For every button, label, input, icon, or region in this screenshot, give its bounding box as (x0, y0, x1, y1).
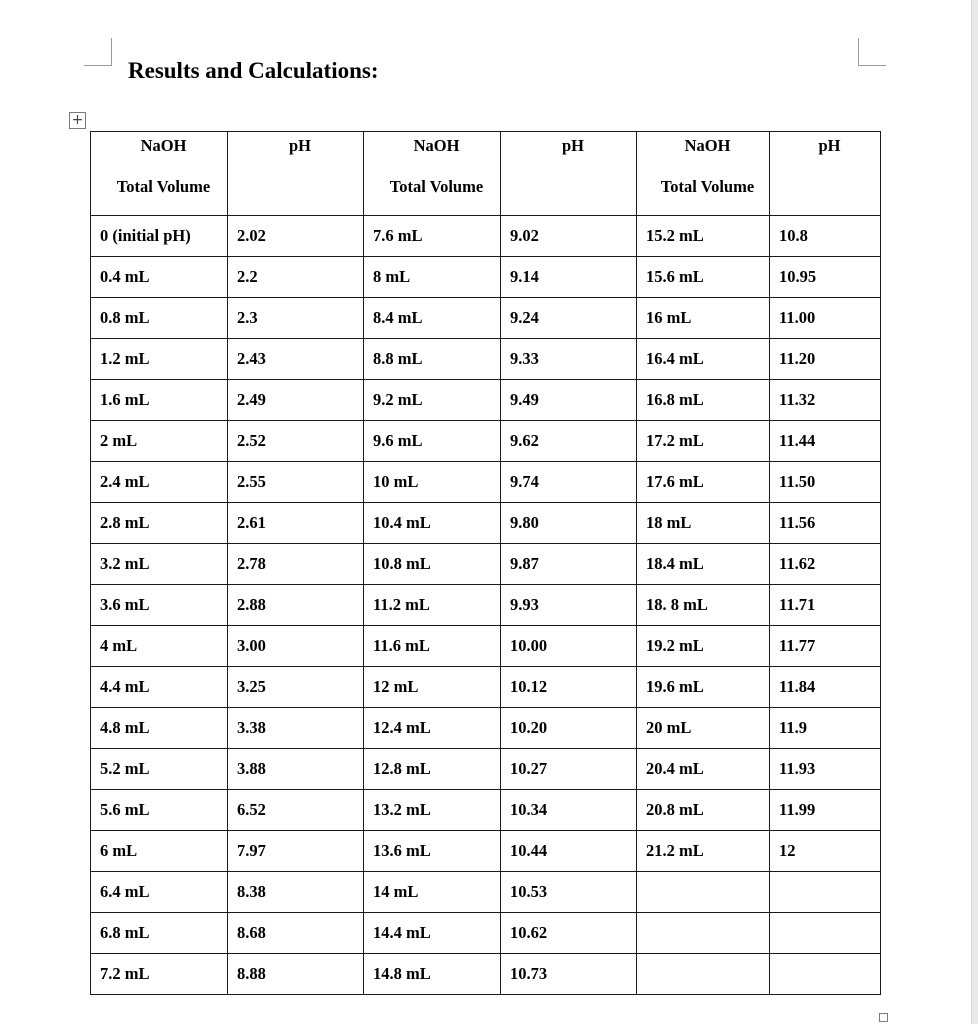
header-sublabel: Total Volume (116, 177, 211, 196)
cell-ph[interactable]: 2.52 (228, 421, 364, 462)
cell-ph[interactable]: 2.2 (228, 257, 364, 298)
table-row (91, 339, 881, 380)
cell-naoh-volume[interactable]: 9.2 mL (364, 380, 501, 421)
table-row (91, 421, 881, 462)
cell-ph[interactable]: 12 (770, 831, 881, 872)
cell-ph[interactable]: 6.52 (228, 790, 364, 831)
header-row (91, 132, 881, 216)
cell-ph[interactable]: 9.80 (501, 503, 637, 544)
cell-naoh-volume[interactable]: 20 mL (637, 708, 770, 749)
table-row (91, 954, 881, 995)
cell-ph[interactable]: 11.20 (770, 339, 881, 380)
cell-naoh-volume[interactable]: 10 mL (364, 462, 501, 503)
cell-ph[interactable]: 11.50 (770, 462, 881, 503)
table-row (91, 708, 881, 749)
crop-mark-top-right (858, 38, 886, 66)
cell-naoh-volume[interactable]: 19.6 mL (637, 667, 770, 708)
cell-ph[interactable]: 8.68 (228, 913, 364, 954)
page-title: Results and Calculations: (128, 58, 379, 83)
cell-naoh-volume[interactable]: 4 mL (91, 626, 228, 667)
cell-ph[interactable]: 10.27 (501, 749, 637, 790)
header-cell-naoh-volume[interactable] (91, 132, 228, 216)
table-row (91, 503, 881, 544)
cell-ph[interactable]: 11.00 (770, 298, 881, 339)
cell-ph[interactable]: 2.43 (228, 339, 364, 380)
table-move-handle-icon[interactable]: + (69, 112, 86, 129)
cell-naoh-volume[interactable] (637, 913, 770, 954)
header-label: NaOH (140, 136, 187, 155)
crop-mark-top-left (84, 38, 112, 66)
cell-naoh-volume[interactable]: 14.8 mL (364, 954, 501, 995)
header-cell-naoh-volume[interactable] (637, 132, 770, 216)
cell-naoh-volume[interactable]: 15.6 mL (637, 257, 770, 298)
cell-naoh-volume[interactable]: 2.8 mL (91, 503, 228, 544)
table-body (91, 216, 881, 995)
header-label: NaOH (413, 136, 460, 155)
cell-naoh-volume[interactable]: 1.6 mL (91, 380, 228, 421)
cell-naoh-volume[interactable]: 15.2 mL (637, 216, 770, 257)
cell-ph[interactable]: 2.55 (228, 462, 364, 503)
cell-naoh-volume[interactable]: 0.8 mL (91, 298, 228, 339)
table-row (91, 667, 881, 708)
cell-naoh-volume[interactable]: 10.4 mL (364, 503, 501, 544)
cell-naoh-volume[interactable]: 12 mL (364, 667, 501, 708)
cell-naoh-volume[interactable]: 18. 8 mL (637, 585, 770, 626)
table-row (91, 585, 881, 626)
cell-naoh-volume[interactable]: 0.4 mL (91, 257, 228, 298)
cell-ph[interactable]: 11.77 (770, 626, 881, 667)
cell-naoh-volume[interactable]: 20.8 mL (637, 790, 770, 831)
cell-ph[interactable]: 11.93 (770, 749, 881, 790)
cell-naoh-volume[interactable]: 10.8 mL (364, 544, 501, 585)
cell-naoh-volume[interactable]: 7.2 mL (91, 954, 228, 995)
table-row (91, 831, 881, 872)
cell-ph[interactable]: 3.00 (228, 626, 364, 667)
cell-ph[interactable]: 10.44 (501, 831, 637, 872)
cell-naoh-volume[interactable]: 16.4 mL (637, 339, 770, 380)
cell-naoh-volume[interactable]: 6.8 mL (91, 913, 228, 954)
cell-naoh-volume[interactable]: 21.2 mL (637, 831, 770, 872)
cell-ph[interactable]: 2.49 (228, 380, 364, 421)
cell-ph[interactable]: 11.44 (770, 421, 881, 462)
cell-naoh-volume[interactable]: 0 (initial pH) (91, 216, 228, 257)
cell-ph[interactable]: 3.25 (228, 667, 364, 708)
header-sublabel: Total Volume (660, 177, 755, 196)
cell-naoh-volume[interactable]: 16.8 mL (637, 380, 770, 421)
table-row (91, 216, 881, 257)
cell-ph[interactable]: 11.99 (770, 790, 881, 831)
table-row (91, 462, 881, 503)
cell-naoh-volume[interactable]: 14 mL (364, 872, 501, 913)
cell-ph[interactable]: 10.20 (501, 708, 637, 749)
cell-naoh-volume[interactable]: 20.4 mL (637, 749, 770, 790)
cell-naoh-volume[interactable]: 19.2 mL (637, 626, 770, 667)
cell-ph[interactable]: 9.33 (501, 339, 637, 380)
cell-ph[interactable]: 10.8 (770, 216, 881, 257)
cell-naoh-volume[interactable]: 8 mL (364, 257, 501, 298)
cell-ph[interactable]: 9.02 (501, 216, 637, 257)
cell-naoh-volume[interactable]: 4.8 mL (91, 708, 228, 749)
cell-ph[interactable]: 9.87 (501, 544, 637, 585)
header-cell-ph[interactable] (228, 132, 364, 216)
cell-naoh-volume[interactable]: 16 mL (637, 298, 770, 339)
cell-naoh-volume[interactable]: 5.6 mL (91, 790, 228, 831)
cell-naoh-volume[interactable]: 14.4 mL (364, 913, 501, 954)
cell-naoh-volume[interactable]: 1.2 mL (91, 339, 228, 380)
cell-naoh-volume[interactable]: 11.2 mL (364, 585, 501, 626)
cell-ph[interactable]: 9.14 (501, 257, 637, 298)
cell-naoh-volume[interactable]: 11.6 mL (364, 626, 501, 667)
header-sublabel: Total Volume (389, 177, 484, 196)
cell-naoh-volume[interactable]: 13.2 mL (364, 790, 501, 831)
cell-naoh-volume[interactable]: 2.4 mL (91, 462, 228, 503)
cell-ph[interactable]: 10.00 (501, 626, 637, 667)
cell-ph[interactable]: 7.97 (228, 831, 364, 872)
header-cell-ph[interactable] (501, 132, 637, 216)
cell-naoh-volume[interactable]: 13.6 mL (364, 831, 501, 872)
cell-naoh-volume[interactable]: 3.6 mL (91, 585, 228, 626)
cell-ph[interactable]: 2.78 (228, 544, 364, 585)
header-label: NaOH (684, 136, 731, 155)
cell-ph[interactable]: 2.61 (228, 503, 364, 544)
cell-naoh-volume[interactable]: 4.4 mL (91, 667, 228, 708)
table-resize-handle-icon[interactable] (879, 1013, 888, 1022)
cell-ph[interactable]: 10.62 (501, 913, 637, 954)
cell-naoh-volume[interactable]: 7.6 mL (364, 216, 501, 257)
cell-naoh-volume[interactable]: 2 mL (91, 421, 228, 462)
cell-naoh-volume[interactable]: 6.4 mL (91, 872, 228, 913)
table-row (91, 749, 881, 790)
cell-ph[interactable]: 8.38 (228, 872, 364, 913)
cell-ph[interactable] (770, 872, 881, 913)
cell-naoh-volume[interactable]: 8.4 mL (364, 298, 501, 339)
cell-ph[interactable]: 2.88 (228, 585, 364, 626)
table-row (91, 913, 881, 954)
cell-ph[interactable]: 2.02 (228, 216, 364, 257)
cell-naoh-volume[interactable]: 3.2 mL (91, 544, 228, 585)
cell-naoh-volume[interactable] (637, 954, 770, 995)
table-row (91, 257, 881, 298)
cell-ph[interactable]: 11.32 (770, 380, 881, 421)
cell-ph[interactable]: 3.38 (228, 708, 364, 749)
cell-ph[interactable]: 9.74 (501, 462, 637, 503)
cell-ph[interactable]: 3.88 (228, 749, 364, 790)
cell-ph[interactable]: 11.62 (770, 544, 881, 585)
cell-ph[interactable]: 10.73 (501, 954, 637, 995)
table-row (91, 790, 881, 831)
page-edge (971, 0, 978, 1024)
cell-ph[interactable]: 9.24 (501, 298, 637, 339)
cell-ph[interactable]: 11.84 (770, 667, 881, 708)
cell-naoh-volume[interactable]: 6 mL (91, 831, 228, 872)
header-cell-ph[interactable] (770, 132, 881, 216)
cell-naoh-volume[interactable]: 8.8 mL (364, 339, 501, 380)
cell-ph[interactable]: 10.34 (501, 790, 637, 831)
cell-ph[interactable]: 10.12 (501, 667, 637, 708)
cell-ph[interactable]: 10.95 (770, 257, 881, 298)
cell-ph[interactable]: 9.93 (501, 585, 637, 626)
cell-ph[interactable]: 10.53 (501, 872, 637, 913)
cell-naoh-volume[interactable]: 17.6 mL (637, 462, 770, 503)
header-label: pH (818, 136, 841, 155)
cell-naoh-volume[interactable]: 12.4 mL (364, 708, 501, 749)
cell-ph[interactable]: 9.49 (501, 380, 637, 421)
cell-ph[interactable]: 2.3 (228, 298, 364, 339)
table-header (91, 132, 881, 216)
cell-ph[interactable]: 9.62 (501, 421, 637, 462)
titration-data-table (90, 131, 881, 995)
cell-naoh-volume[interactable]: 12.8 mL (364, 749, 501, 790)
cell-naoh-volume[interactable] (637, 872, 770, 913)
cell-naoh-volume[interactable]: 9.6 mL (364, 421, 501, 462)
cell-ph[interactable]: 8.88 (228, 954, 364, 995)
cell-naoh-volume[interactable]: 18.4 mL (637, 544, 770, 585)
table-row (91, 872, 881, 913)
cell-naoh-volume[interactable]: 18 mL (637, 503, 770, 544)
cell-ph[interactable]: 11.9 (770, 708, 881, 749)
header-label: pH (288, 136, 311, 155)
table-row (91, 544, 881, 585)
header-cell-naoh-volume[interactable] (364, 132, 501, 216)
header-label: pH (561, 136, 584, 155)
table-row (91, 626, 881, 667)
table-row (91, 298, 881, 339)
cell-ph[interactable] (770, 954, 881, 995)
cell-naoh-volume[interactable]: 17.2 mL (637, 421, 770, 462)
cell-ph[interactable] (770, 913, 881, 954)
cell-naoh-volume[interactable]: 5.2 mL (91, 749, 228, 790)
cell-ph[interactable]: 11.56 (770, 503, 881, 544)
table-row (91, 380, 881, 421)
cell-ph[interactable]: 11.71 (770, 585, 881, 626)
